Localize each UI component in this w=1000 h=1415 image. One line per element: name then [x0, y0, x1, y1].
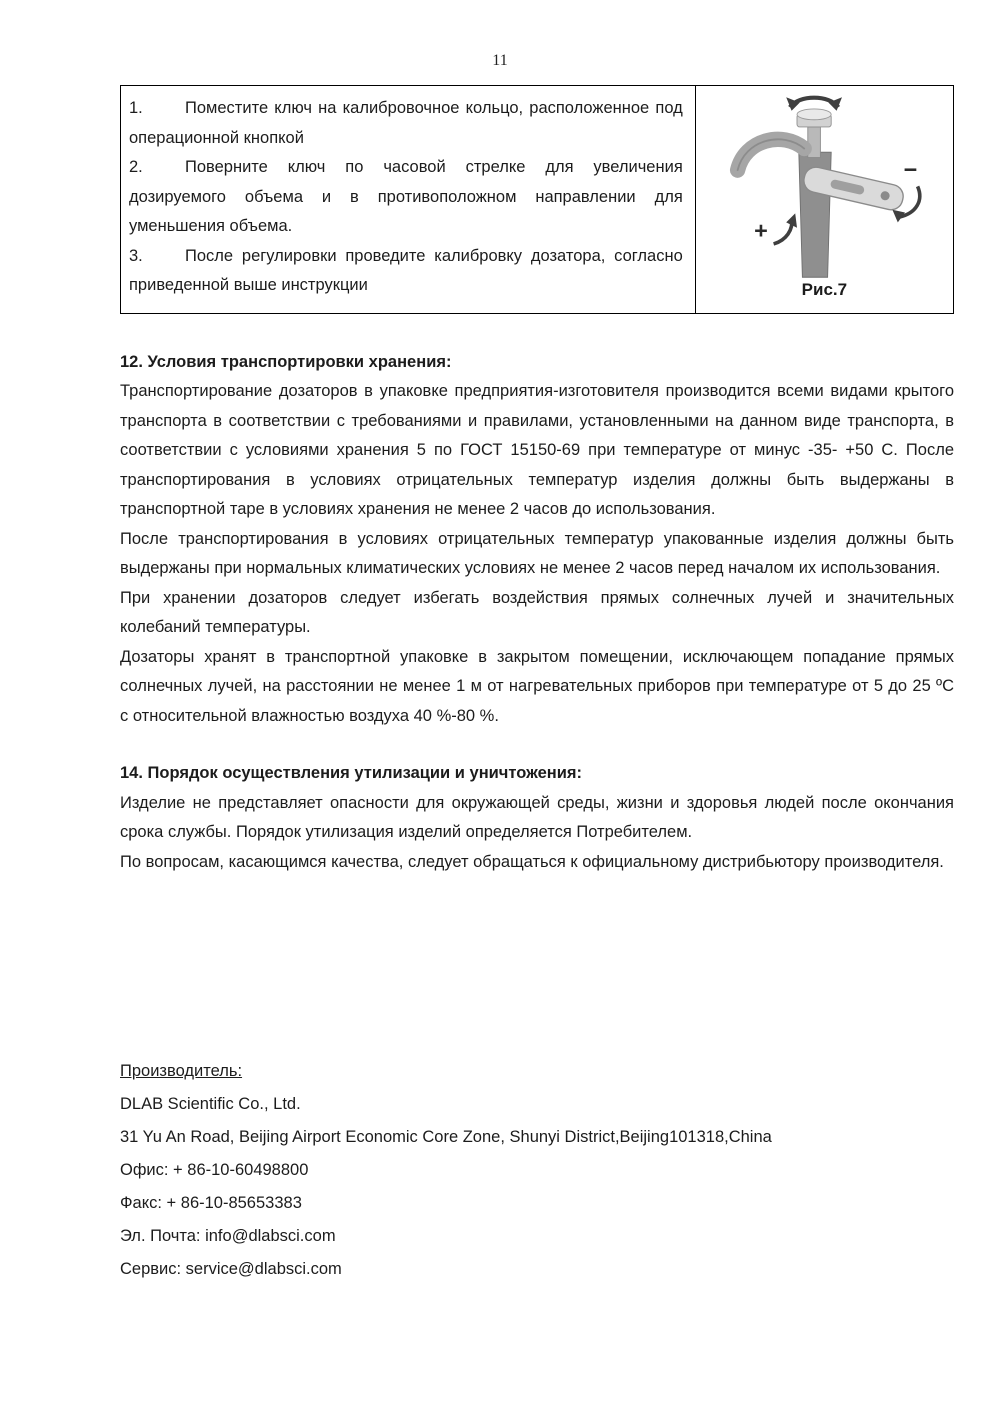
manufacturer-service-email: Сервис: service@dlabsci.com — [120, 1260, 342, 1278]
step-text: Поместите ключ на калибровочное кольцо, расположенное под операционной кнопкой — [129, 99, 683, 147]
step-number: 2. — [129, 158, 143, 176]
calibration-steps-cell — [121, 86, 696, 314]
section-12-heading: 12. Условия транспортировки хранения: — [120, 352, 452, 371]
calibration-step — [129, 153, 683, 242]
section-12-paragraph: Транспортирование дозаторов в упаковке предприятия-изготовителя производится всеми видами крытого транспорта в соответствии с требованиями и правилами, установленными на данном виде транспорта, в соответствии с условиями хранения 5 по ГОСТ 15150-69 при температуре от минус -35- +50 С. После транспортирования в условиях отрицательных температур изделия должны быть выдержаны в транспортной таре в условиях хранения не менее 2 часов до использования. — [120, 382, 954, 518]
manufacturer-company: DLAB Scientific Co., Ltd. — [120, 1095, 301, 1113]
section-12-paragraph: После транспортирования в условиях отрицательных температур упакованные изделия должны быть выдержаны при нормальных климатических условиях не менее 2 часов перед началом их использования. — [120, 529, 954, 577]
calibration-step — [129, 94, 683, 153]
section-14-paragraph: По вопросам, касающимся качества, следует обращаться к официальному дистрибьютору производителя. — [120, 852, 944, 871]
calibration-instructions-table — [120, 85, 954, 314]
step-number: 1. — [129, 99, 143, 117]
page-number: 11 — [492, 52, 508, 69]
manufacturer-email: Эл. Почта: info@dlabsci.com — [120, 1227, 336, 1245]
section-14-heading: 14. Порядок осуществления утилизации и уничтожения: — [120, 764, 582, 782]
step-text: После регулировки проведите калибровку дозатора, согласно приведенной выше инструкции — [129, 246, 683, 294]
section-12-paragraph: При хранении дозаторов следует избегать воздействия прямых солнечных лучей и значительных колебаний температуры. — [120, 588, 954, 636]
step-number: 3. — [129, 246, 143, 265]
figure-wrapper — [702, 90, 947, 300]
figure-cell — [695, 86, 953, 314]
step-text: Поверните ключ по часовой стрелке для увеличения дозируемого объема и в противоположном направлении для уменьшения объема. — [129, 158, 683, 235]
manufacturer-office-phone: Офис: + 86-10-60498800 — [120, 1161, 309, 1179]
manufacturer-block — [120, 1055, 954, 1286]
calibration-step — [129, 242, 683, 301]
pipette-calibration-illustration — [716, 92, 932, 278]
figure-caption: Рис.7 — [801, 280, 848, 299]
manufacturer-address: 31 Yu An Road, Beijing Airport Economic Core Zone, Shunyi District,Beijing101318,China — [120, 1128, 772, 1146]
plus-label: + — [754, 217, 769, 244]
minus-label: − — [903, 156, 918, 183]
manufacturer-fax: Факс: + 86-10-85653383 — [120, 1194, 302, 1212]
manufacturer-label: Производитель: — [120, 1062, 243, 1080]
section-14-paragraph: Изделие не представляет опасности для окружающей среды, жизни и здоровья людей после окончания срока службы. Порядок утилизация изделий определяется Потребителем. — [120, 793, 954, 841]
section-disposal — [120, 759, 954, 877]
section-transport-storage — [120, 348, 954, 732]
section-12-paragraph: Дозаторы хранят в транспортной упаковке в закрытом помещении, исключающем попадание прямых солнечных лучей, на расстоянии не менее 1 м от нагревательных приборов при температуре от 5 до 25 ºС с относительной влажностью воздуха 40 %-80 %. — [120, 647, 954, 725]
